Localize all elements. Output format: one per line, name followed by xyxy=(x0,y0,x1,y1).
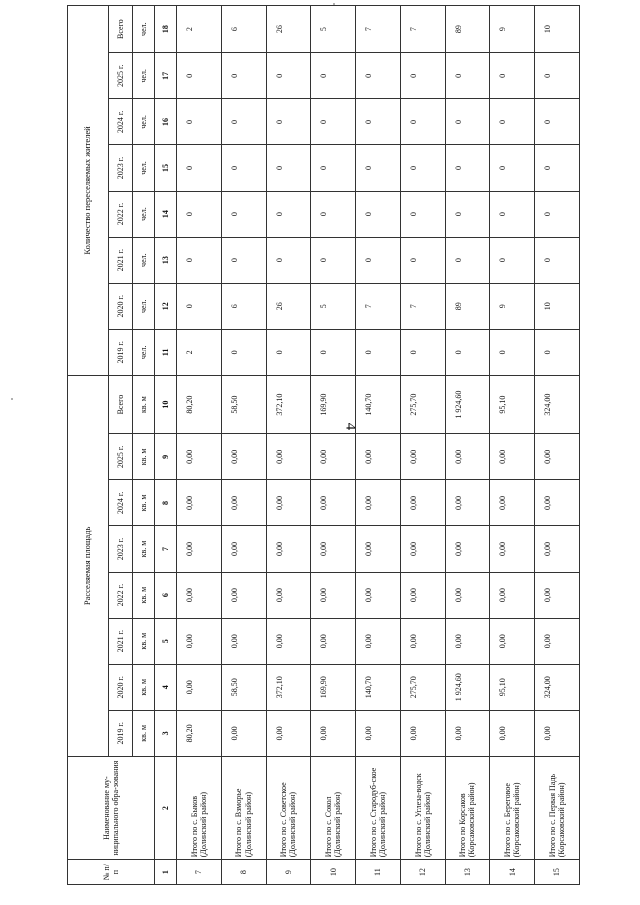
area-value: 0,00 xyxy=(356,710,401,756)
area-value: 0,00 xyxy=(356,434,401,480)
area-total: 80,20 xyxy=(177,375,222,433)
area-value: 80,20 xyxy=(177,710,222,756)
area-value: 0,00 xyxy=(535,526,580,572)
people-total: 10 xyxy=(535,6,580,53)
people-value: 0 xyxy=(445,145,490,191)
header-municipality-name: Наименование му-ниципального обра-зования xyxy=(68,756,155,859)
header-area-year: 2020 г. xyxy=(109,664,133,710)
area-value: 0,00 xyxy=(266,434,311,480)
municipality-name: Итого по с. Береговое (Корсаковский район) xyxy=(490,756,535,859)
header-unit: кв. м xyxy=(133,480,155,526)
row-number: 7 xyxy=(177,860,222,885)
header-unit: чел. xyxy=(133,191,155,237)
people-value: 0 xyxy=(356,145,401,191)
row-number: 14 xyxy=(490,860,535,885)
people-value: 0 xyxy=(535,99,580,145)
people-value: 0 xyxy=(311,329,356,375)
people-value: 0 xyxy=(356,191,401,237)
header-unit: кв. м xyxy=(133,664,155,710)
column-number: 14 xyxy=(155,191,177,237)
area-value: 0,00 xyxy=(311,526,356,572)
people-value: 0 xyxy=(490,237,535,283)
people-value: 0 xyxy=(535,237,580,283)
area-total: 372,10 xyxy=(266,375,311,433)
area-value: 0,00 xyxy=(490,572,535,618)
people-value: 0 xyxy=(311,191,356,237)
header-unit: кв. м xyxy=(133,618,155,664)
header-unit: кв. м xyxy=(133,710,155,756)
column-number-row xyxy=(155,6,177,885)
row-number: 11 xyxy=(356,860,401,885)
area-value: 0,00 xyxy=(177,664,222,710)
header-num: № п/п xyxy=(68,860,155,885)
header-people-year: 2025 г. xyxy=(109,53,133,99)
people-value: 0 xyxy=(490,53,535,99)
area-value: 0,00 xyxy=(445,618,490,664)
area-total: 1 924,60 xyxy=(445,375,490,433)
area-value: 0,00 xyxy=(221,480,266,526)
area-value: 0,00 xyxy=(535,618,580,664)
header-unit: чел. xyxy=(133,283,155,329)
people-value: 0 xyxy=(445,99,490,145)
people-value: 0 xyxy=(221,237,266,283)
people-value: 0 xyxy=(490,99,535,145)
header-people-total: Всего xyxy=(109,6,133,53)
area-value: 0,00 xyxy=(356,526,401,572)
people-value: 26 xyxy=(266,283,311,329)
people-value: 2 xyxy=(177,329,222,375)
header-area-year: 2023 г. xyxy=(109,526,133,572)
area-value: 0,00 xyxy=(535,480,580,526)
area-value: 0,00 xyxy=(311,480,356,526)
header-area-year: 2024 г. xyxy=(109,480,133,526)
table-row xyxy=(266,6,311,885)
column-number: 11 xyxy=(155,329,177,375)
area-value: 169,90 xyxy=(311,664,356,710)
column-number: 17 xyxy=(155,53,177,99)
area-value: 0,00 xyxy=(221,710,266,756)
people-value: 0 xyxy=(177,145,222,191)
column-number: 5 xyxy=(155,618,177,664)
people-value: 89 xyxy=(445,283,490,329)
header-unit: кв. м xyxy=(133,572,155,618)
people-value: 7 xyxy=(400,283,445,329)
row-number: 10 xyxy=(311,860,356,885)
header-people-year: 2023 г. xyxy=(109,145,133,191)
header-year-row xyxy=(109,6,133,885)
column-number: 18 xyxy=(155,6,177,53)
header-people-year: 2022 г. xyxy=(109,191,133,237)
header-people-year: 2021 г. xyxy=(109,237,133,283)
row-number: 9 xyxy=(266,860,311,885)
people-value: 0 xyxy=(266,329,311,375)
resettlement-table-container xyxy=(67,5,580,885)
header-unit: чел. xyxy=(133,53,155,99)
column-number: 12 xyxy=(155,283,177,329)
area-value: 0,00 xyxy=(177,480,222,526)
people-value: 0 xyxy=(400,237,445,283)
area-value: 0,00 xyxy=(311,618,356,664)
header-area-total: Всего xyxy=(109,375,133,433)
area-value: 0,00 xyxy=(400,526,445,572)
row-number: 13 xyxy=(445,860,490,885)
people-value: 0 xyxy=(311,237,356,283)
column-number: 13 xyxy=(155,237,177,283)
area-value: 0,00 xyxy=(311,572,356,618)
page-number: 4 xyxy=(342,422,359,431)
people-total: 7 xyxy=(356,6,401,53)
area-value: 0,00 xyxy=(445,710,490,756)
column-number: 10 xyxy=(155,375,177,433)
area-value: 0,00 xyxy=(266,710,311,756)
area-value: 275,70 xyxy=(400,664,445,710)
people-total: 5 xyxy=(311,6,356,53)
header-area-year: 2025 г. xyxy=(109,434,133,480)
area-value: 0,00 xyxy=(356,572,401,618)
column-number: 6 xyxy=(155,572,177,618)
people-value: 0 xyxy=(266,237,311,283)
area-value: 0,00 xyxy=(177,572,222,618)
people-value: 0 xyxy=(490,191,535,237)
column-number: 2 xyxy=(155,756,177,859)
people-value: 0 xyxy=(356,237,401,283)
people-value: 0 xyxy=(221,99,266,145)
people-value: 0 xyxy=(535,191,580,237)
area-value: 140,70 xyxy=(356,664,401,710)
area-value: 0,00 xyxy=(490,710,535,756)
area-value: 0,00 xyxy=(311,710,356,756)
people-value: 0 xyxy=(266,53,311,99)
header-area-year: 2022 г. xyxy=(109,572,133,618)
people-value: 0 xyxy=(266,145,311,191)
people-value: 0 xyxy=(311,53,356,99)
people-value: 0 xyxy=(400,53,445,99)
area-value: 0,00 xyxy=(221,434,266,480)
resettlement-table xyxy=(67,5,580,885)
table-row xyxy=(221,6,266,885)
people-value: 0 xyxy=(311,99,356,145)
people-value: 0 xyxy=(356,99,401,145)
column-number: 1 xyxy=(155,860,177,885)
people-value: 0 xyxy=(445,191,490,237)
people-value: 0 xyxy=(221,53,266,99)
area-total: 58,50 xyxy=(221,375,266,433)
area-value: 0,00 xyxy=(356,480,401,526)
people-value: 9 xyxy=(490,283,535,329)
people-value: 0 xyxy=(177,99,222,145)
people-value: 5 xyxy=(311,283,356,329)
area-total: 95,10 xyxy=(490,375,535,433)
people-value: 0 xyxy=(177,237,222,283)
area-value: 95,10 xyxy=(490,664,535,710)
people-value: 0 xyxy=(445,237,490,283)
header-unit: чел. xyxy=(133,329,155,375)
column-number: 9 xyxy=(155,434,177,480)
area-value: 0,00 xyxy=(535,572,580,618)
area-value: 0,00 xyxy=(266,572,311,618)
header-area-year: 2021 г. xyxy=(109,618,133,664)
people-value: 6 xyxy=(221,283,266,329)
header-unit: кв. м xyxy=(133,434,155,480)
table-row xyxy=(535,6,580,885)
people-total: 2 xyxy=(177,6,222,53)
table-row xyxy=(177,6,222,885)
people-value: 0 xyxy=(490,145,535,191)
area-value: 0,00 xyxy=(445,526,490,572)
people-total: 89 xyxy=(445,6,490,53)
people-value: 0 xyxy=(221,145,266,191)
people-value: 0 xyxy=(535,145,580,191)
municipality-name: Итого по с. Сокол (Долинский район) xyxy=(311,756,356,859)
row-number: 8 xyxy=(221,860,266,885)
people-value: 0 xyxy=(311,145,356,191)
area-value: 0,00 xyxy=(266,480,311,526)
area-value: 0,00 xyxy=(445,480,490,526)
area-value: 0,00 xyxy=(535,434,580,480)
header-people-year: 2020 г. xyxy=(109,283,133,329)
area-value: 0,00 xyxy=(177,618,222,664)
people-value: 10 xyxy=(535,283,580,329)
area-value: 0,00 xyxy=(400,710,445,756)
people-value: 0 xyxy=(266,99,311,145)
area-value: 0,00 xyxy=(400,434,445,480)
header-unit: чел. xyxy=(133,6,155,53)
people-total: 6 xyxy=(221,6,266,53)
area-value: 0,00 xyxy=(490,618,535,664)
table-row xyxy=(400,6,445,885)
table-row xyxy=(356,6,401,885)
people-value: 0 xyxy=(535,53,580,99)
people-value: 0 xyxy=(400,145,445,191)
area-value: 0,00 xyxy=(400,572,445,618)
people-value: 7 xyxy=(356,283,401,329)
people-value: 0 xyxy=(490,329,535,375)
header-unit: чел. xyxy=(133,99,155,145)
area-value: 0,00 xyxy=(221,526,266,572)
people-value: 0 xyxy=(400,99,445,145)
people-value: 0 xyxy=(221,191,266,237)
people-total: 9 xyxy=(490,6,535,53)
people-value: 0 xyxy=(177,283,222,329)
column-number: 15 xyxy=(155,145,177,191)
header-unit: кв. м xyxy=(133,375,155,433)
column-number: 4 xyxy=(155,664,177,710)
area-total: 275,70 xyxy=(400,375,445,433)
municipality-name: Итого по с. Первая Падь (Корсаковский район) xyxy=(535,756,580,859)
area-value: 0,00 xyxy=(266,526,311,572)
people-value: 0 xyxy=(400,329,445,375)
area-value: 0,00 xyxy=(356,618,401,664)
row-number: 15 xyxy=(535,860,580,885)
area-value: 0,00 xyxy=(490,526,535,572)
area-value: 0,00 xyxy=(490,480,535,526)
header-people-year: 2019 г. xyxy=(109,329,133,375)
header-area-group: Расселяемая площадь xyxy=(68,375,109,756)
area-value: 0,00 xyxy=(311,434,356,480)
column-number: 8 xyxy=(155,480,177,526)
table-row xyxy=(490,6,535,885)
area-value: 0,00 xyxy=(221,618,266,664)
area-value: 1 924,60 xyxy=(445,664,490,710)
municipality-name: Итого по с. Углеза-водск (Долинский район) xyxy=(400,756,445,859)
area-value: 0,00 xyxy=(177,434,222,480)
people-value: 0 xyxy=(221,329,266,375)
column-number: 16 xyxy=(155,99,177,145)
area-value: 0,00 xyxy=(400,480,445,526)
people-value: 0 xyxy=(535,329,580,375)
people-value: 0 xyxy=(400,191,445,237)
area-value: 0,00 xyxy=(266,618,311,664)
header-unit: чел. xyxy=(133,237,155,283)
area-value: 0,00 xyxy=(490,434,535,480)
area-value: 372,10 xyxy=(266,664,311,710)
people-value: 0 xyxy=(356,53,401,99)
header-unit-row xyxy=(133,6,155,885)
municipality-name: Итого по с. Быков (Долинский район) xyxy=(177,756,222,859)
header-unit: кв. м xyxy=(133,526,155,572)
municipality-name: Итого по с. Стародуб-ское (Долинский район) xyxy=(356,756,401,859)
people-value: 0 xyxy=(177,191,222,237)
area-value: 0,00 xyxy=(177,526,222,572)
header-unit: чел. xyxy=(133,145,155,191)
header-people-group: Количество переселяемых жителей xyxy=(68,6,109,376)
row-number: 12 xyxy=(400,860,445,885)
municipality-name: Итого по Корсаков (Корсаковский район) xyxy=(445,756,490,859)
table-row xyxy=(445,6,490,885)
area-value: 0,00 xyxy=(445,434,490,480)
column-number: 7 xyxy=(155,526,177,572)
column-number: 3 xyxy=(155,710,177,756)
table-row xyxy=(311,6,356,885)
people-total: 7 xyxy=(400,6,445,53)
people-total: 26 xyxy=(266,6,311,53)
area-total: 140,70 xyxy=(356,375,401,433)
scan-speck xyxy=(11,398,13,400)
people-value: 0 xyxy=(266,191,311,237)
people-value: 0 xyxy=(356,329,401,375)
header-people-year: 2024 г. xyxy=(109,99,133,145)
header-area-year: 2019 г. xyxy=(109,710,133,756)
municipality-name: Итого по с. Взморье (Долинский район) xyxy=(221,756,266,859)
area-value: 0,00 xyxy=(535,710,580,756)
people-value: 0 xyxy=(445,53,490,99)
people-value: 0 xyxy=(445,329,490,375)
people-value: 0 xyxy=(177,53,222,99)
area-value: 0,00 xyxy=(445,572,490,618)
area-value: 324,00 xyxy=(535,664,580,710)
area-value: 0,00 xyxy=(400,618,445,664)
area-total: 169,90 xyxy=(311,375,356,433)
area-total: 324,00 xyxy=(535,375,580,433)
area-value: 58,50 xyxy=(221,664,266,710)
table-body xyxy=(177,6,580,885)
municipality-name: Итого по с. Советское (Долинский район) xyxy=(266,756,311,859)
area-value: 0,00 xyxy=(221,572,266,618)
